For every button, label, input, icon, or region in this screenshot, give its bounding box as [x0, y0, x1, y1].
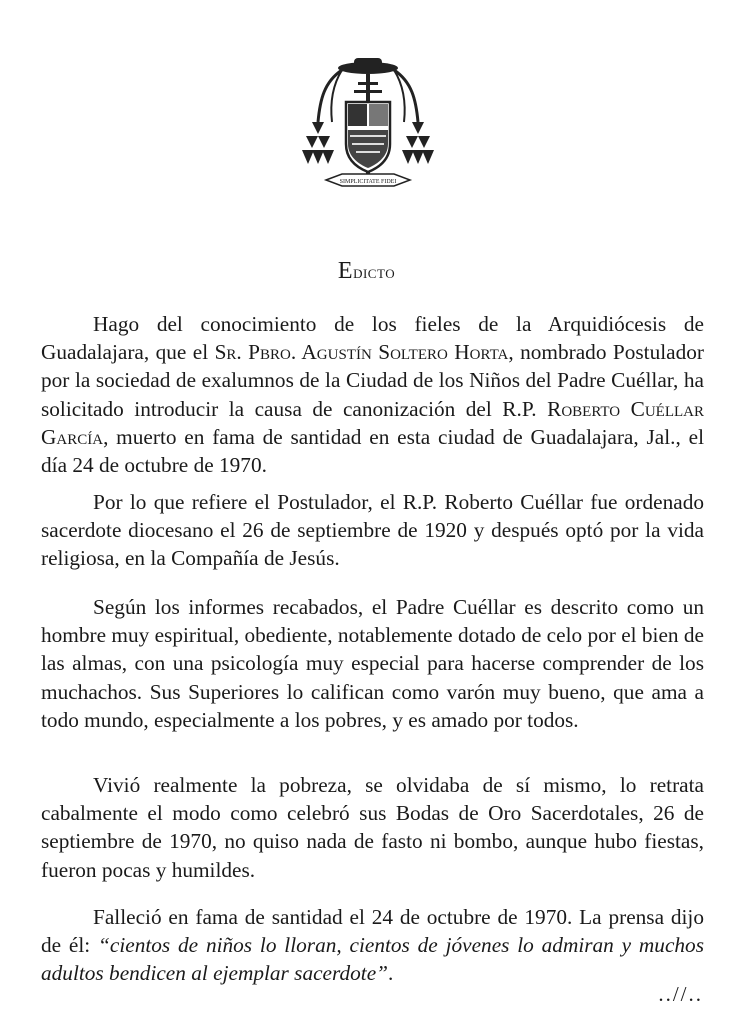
paragraph-4: Vivió realmente la pobreza, se olvidaba de sí mismo, lo retrata cabalmente el modo como celebró sus Bodas de Oro Sacerdotales, 26 de septiembre de 1970, no quiso nada de fasto ni bombo, aunque hubo fiestas, fueron pocas y humildes.	[41, 773, 704, 882]
postulator-name: Sr. Pbro. Agustín Soltero Horta	[214, 340, 509, 365]
svg-text:SIMPLICITATE FIDEI: SIMPLICITATE FIDEI	[339, 179, 397, 185]
candidate-name: Roberto Cuéllar García	[41, 396, 704, 449]
press-quote: “cientos de niños lo lloran, cientos de jóvenes lo admiran y muchos adultos bendicen al ejemplar sacerdote”	[41, 933, 704, 986]
paragraph-3: Según los informes recabados, el Padre Cuéllar es descrito como un hombre muy espiritual, obediente, notablemente dotado de celo por el bien de las almas, con una psicología muy especial para hacerse comprender de los muchachos. Sus Superiores lo califican como varón muy bueno, que ama a todo mundo, especialmente a los pobres, y es amado por todos.	[41, 595, 704, 732]
document-title: Edicto	[337, 258, 396, 284]
paragraph-2: Por lo que refiere el Postulador, el R.P. Roberto Cuéllar fue ordenado sacerdote diocesano el 26 de septiembre de 1920 y después optó por la vida religiosa, en la Compañía de Jesús.	[41, 490, 704, 571]
paragraph-1: Hago del conocimiento de los fieles de la Arquidiócesis de Guadalajara, que el Sr. Pbro. Agustín Soltero Horta, nombrado Postulador por la sociedad de exalumnos de la Ciudad de los Niños del Padre Cuéllar, ha solicitado introducir la causa de canonización del R.P. Roberto Cuéllar García, muerto en fama de santidad en esta ciudad de Guadalajara, Jal., el día 24 de octubre de 1970.	[41, 312, 704, 478]
coat-of-arms-icon	[302, 52, 434, 208]
paragraph-5: Falleció en fama de santidad el 24 de octubre de 1970. La prensa dijo de él: “cientos de niños lo lloran, cientos de jóvenes lo admiran y muchos adultos bendicen al ejemplar sacerdote”.	[41, 905, 704, 986]
continuation-mark: ..//..	[658, 982, 703, 1006]
